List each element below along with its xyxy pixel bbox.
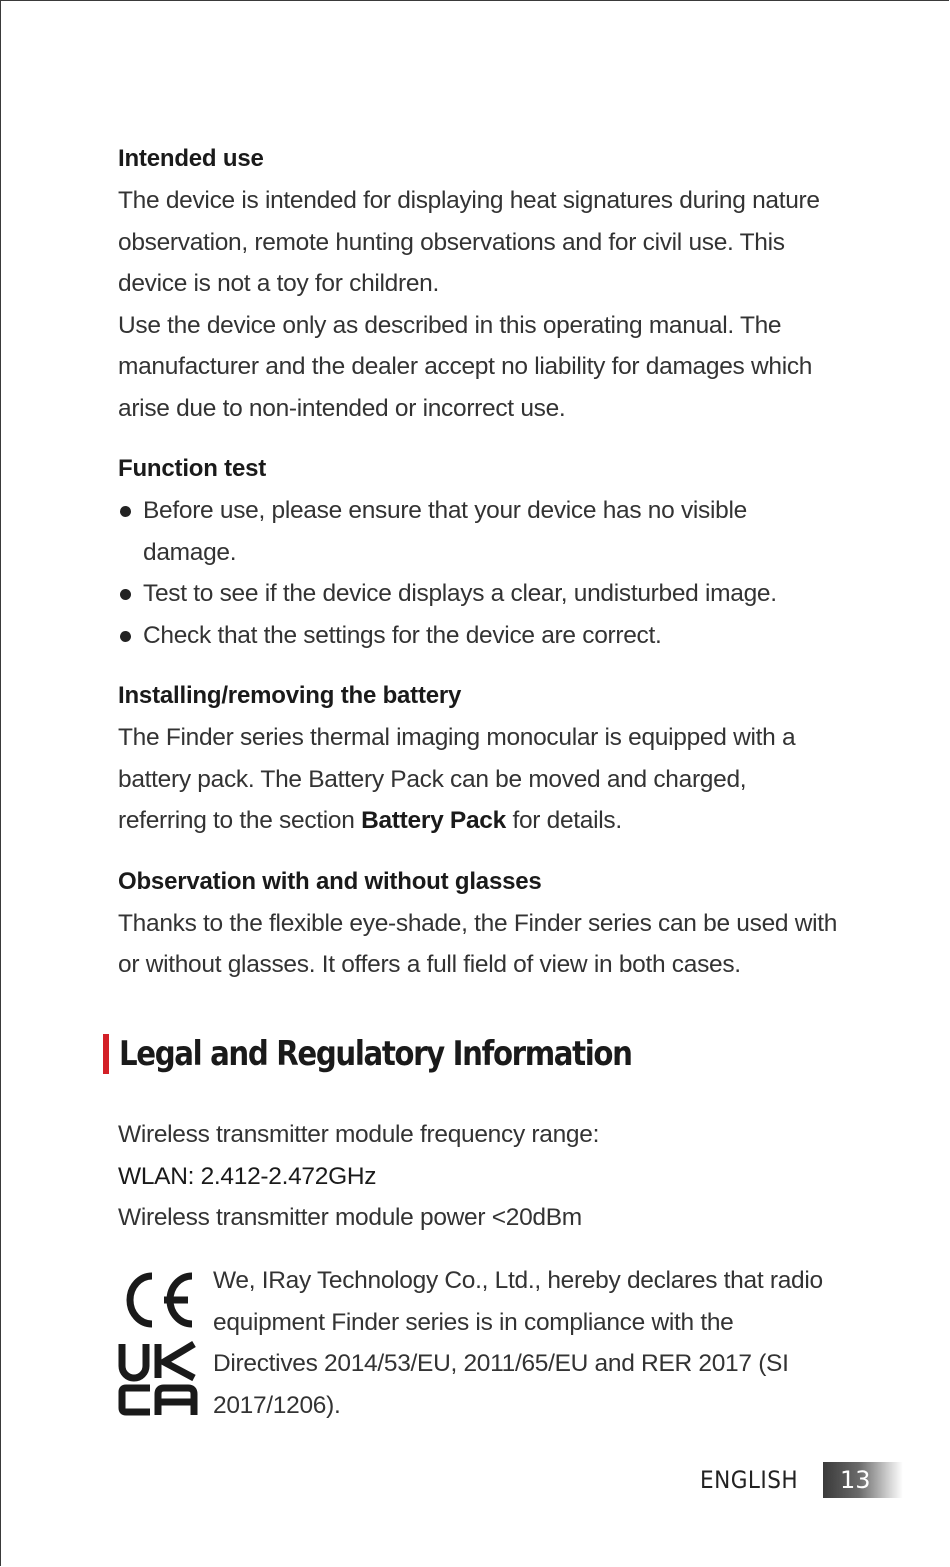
section-function-test [118, 448, 838, 656]
footer-language: ENGLISH [700, 1466, 799, 1494]
bullet-list [118, 490, 838, 656]
section-heading: Intended use [118, 145, 264, 172]
section-heading: Function test [118, 455, 267, 482]
uk-k-icon [158, 1344, 194, 1378]
main-content [118, 138, 838, 1005]
page-number: 13 [823, 1462, 903, 1498]
list-item-text: Check that the settings for the device are correct. [143, 621, 662, 649]
uk-u-icon [122, 1344, 146, 1378]
legal-heading [103, 1034, 715, 1074]
paragraph: Use the device only as described in this operating manual. The manufacturer and the dealer accept no liability for damages which arise due to non-intended or incorrect use. [118, 311, 813, 422]
ca-c-icon [122, 1388, 150, 1412]
list-item [118, 615, 838, 657]
list-item [118, 573, 838, 615]
section-heading: Installing/removing the battery [118, 682, 462, 709]
list-item [118, 490, 838, 573]
section-glasses [118, 861, 838, 986]
legal-info [118, 1114, 838, 1239]
section-battery [118, 675, 838, 842]
declaration-text: We, IRay Technology Co., Ltd., hereby declares that radio equipment Finder series is in compliance with the Directives 2014/53/EU, 2011/65/EU and RER 2017 (SI 2017/1206). [213, 1267, 823, 1419]
heading-accent-bar [103, 1034, 109, 1074]
bullet-icon [120, 589, 131, 600]
list-item-text: Test to see if the device displays a clear, undisturbed image. [143, 580, 777, 607]
frequency-label: Wireless transmitter module frequency range: [118, 1121, 600, 1148]
list-item-text: Before use, please ensure that your device has no visible damage. [143, 497, 747, 566]
page-footer [700, 1462, 871, 1498]
paragraph-text: for details. [505, 807, 622, 834]
transmitter-power: Wireless transmitter module power <20dBm [118, 1204, 582, 1231]
bullet-icon [120, 631, 131, 642]
bullet-icon [120, 506, 131, 517]
paragraph [118, 717, 838, 842]
section-intended-use [118, 138, 838, 429]
legal-title: Legal and Regulatory Information [119, 1034, 632, 1074]
battery-pack-reference: Battery Pack [361, 807, 506, 834]
paragraph: Thanks to the flexible eye-shade, the Finder series can be used with or without glasses. It offers a full field of view in both cases. [118, 909, 838, 978]
wlan-frequency: WLAN: 2.412-2.472GHz [118, 1162, 377, 1190]
ce-ukca-marks-icon [118, 1268, 198, 1420]
section-heading: Observation with and without glasses [118, 867, 542, 895]
paragraph: The device is intended for displaying heat signatures during nature observation, remote hunting observations and for civil use. This device is not a toy for children. [118, 187, 820, 297]
paragraph-text: The Finder series thermal imaging monocular is equipped with a battery pack. The Battery Pack can be moved and charged, referring to the section [118, 724, 796, 834]
ce-c-icon [130, 1276, 152, 1324]
ca-a-icon [158, 1388, 194, 1415]
